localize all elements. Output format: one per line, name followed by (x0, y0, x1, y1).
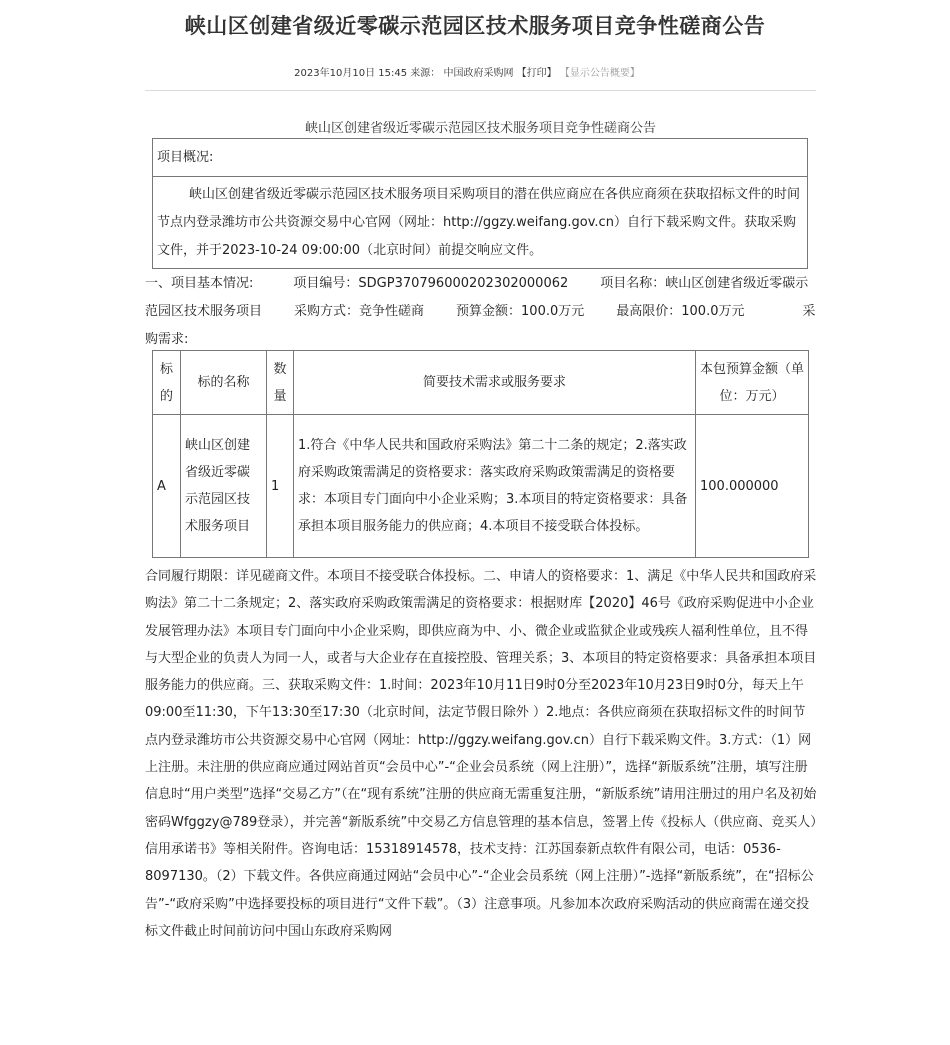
show-summary-link[interactable]: 【显示公告概要】 (559, 68, 640, 79)
procurement-method: 采购方式：竞争性磋商 (294, 304, 425, 319)
qualification-1: 1、满足《中华人民共和国政府采购法》第二十二条规定； (145, 569, 817, 612)
source-name: 中国政府采购网 (443, 68, 514, 79)
consortium-note: 本项目不接受联合体投标。二、申请人的资格要求： (327, 569, 627, 584)
acquisition-method: 3.方式：（1）网上注册。未注册的供应商应通过网站首页“会员中心”-“企业会员系统（网上注册）”，选择“新版系统”注册，填写注册信息时“用户类型”选择“交易乙方”（在“现有系统”注册的供应商无需重复注册，“新版系统”请用注册过的用户名及初始密码Wfggzy@789登录），并完善“新版系统”中交易乙方信息管理的基本信息，签署上传《投标人（供应商、竞买人）信用承诺书》等相关附件。咨询电话：15318914578，技术支持：江苏国泰新点软件有限公司，电话：0536-8097130。（2）下载文件。各供应商通过网站“会员中心”-“企业会员系统（网上注册）”-选择“新版系统”，在“招标公告”-“政府采购”中选择要投标的项目进行“文件下载”。（3）注意事项。凡参加本次政府采购活动的供应商需在递交投标文件截止时间前访问中国山东政府采购网 (145, 732, 817, 939)
table-header-row (153, 351, 809, 415)
project-overview-box (152, 138, 808, 269)
article-meta (0, 64, 934, 79)
project-number: 项目编号：SDGP370796000202302000062 (293, 276, 569, 291)
acquisition-time: 1.时间：2023年10月11日9时0分至2023年10月23日9时0分，每天上午09:00至11:30，下午13:30至17:30（北京时间，法定节假日除外 ） (145, 678, 804, 721)
project-name: 项目名称：峡山区创建省级近零碳示范园区技术服务项目 (145, 276, 809, 319)
publish-datetime: 2023年10月10日 15:45 (294, 68, 408, 79)
column-header: 标的 (153, 351, 181, 415)
acquisition-place: 2.地点：各供应商须在获取招标文件的时间节点内登录潍坊市公共资源交易中心官网（网址：http://ggzy.weifang.gov.cn）自行下载采购文件。 (145, 705, 806, 748)
budget-amount: 预算金额：100.0万元 (456, 304, 585, 319)
overview-heading: 项目概况: (153, 139, 807, 177)
item-name: 峡山区创建省级近零碳示范园区技术服务项目 (181, 415, 267, 558)
max-price: 最高限价：100.0万元 (616, 304, 745, 319)
qualification-2: 2、落实政府采购政策需满足的资格要求：根据财库【2020】46号《政府采购促进中小企业发展管理办法》本项目专门面向中小企业采购，即供应商为中、小、微企业或监狱企业或残疾人福利性单位，且不得与大型企业的负责人为同一人，或者与大企业存在直接控股、管理关系； (145, 596, 814, 666)
procurement-demand-label: 采购需求: (145, 304, 816, 347)
notice-body (145, 563, 817, 945)
contract-period: 合同履行期限：详见磋商文件。 (145, 569, 328, 584)
page-title: 峡山区创建省级近零碳示范园区技术服务项目竞争性磋商公告 (184, 14, 766, 38)
notice-subtitle: 峡山区创建省级近零碳示范园区技术服务项目竞争性磋商公告 (304, 121, 656, 136)
print-link[interactable]: 【打印】 (516, 68, 557, 79)
column-header: 本包预算金额（单位：万元） (696, 351, 809, 415)
header-divider (145, 90, 816, 91)
section-basic-heading: 一、项目基本情况: (145, 276, 254, 291)
item-id: A (153, 415, 181, 558)
procurement-items-table (152, 350, 809, 558)
column-header: 简要技术需求或服务要求 (294, 351, 696, 415)
column-header: 标的名称 (181, 351, 267, 415)
qualification-3: 3、本项目的特定资格要求：具备承担本项目服务能力的供应商。三、获取采购文件： (145, 650, 817, 694)
item-budget: 100.000000 (696, 415, 809, 558)
item-requirement: 1.符合《中华人民共和国政府采购法》第二十二条的规定；2.落实政府采购政策需满足的资格要求：落实政府采购政策需满足的资格要求：本项目专门面向中小企业采购；3.本项目的特定资格要求：具备承担本项目服务能力的供应商；4.本项目不接受联合体投标。 (294, 415, 696, 558)
column-header: 数量 (267, 351, 294, 415)
source-label: 来源： (410, 68, 441, 79)
item-quantity: 1 (267, 415, 294, 558)
table-row (153, 415, 809, 558)
overview-body: 峡山区创建省级近零碳示范园区技术服务项目采购项目的潜在供应商应在各供应商须在获取招标文件的时间节点内登录潍坊市公共资源交易中心官网（网址：http://ggzy.weifang.gov.cn）自行下载采购文件。获取采购文件，并于2023-10-24 09:00:00（北京时间）前提交响应文件。 (157, 187, 801, 258)
basic-info (145, 270, 817, 354)
